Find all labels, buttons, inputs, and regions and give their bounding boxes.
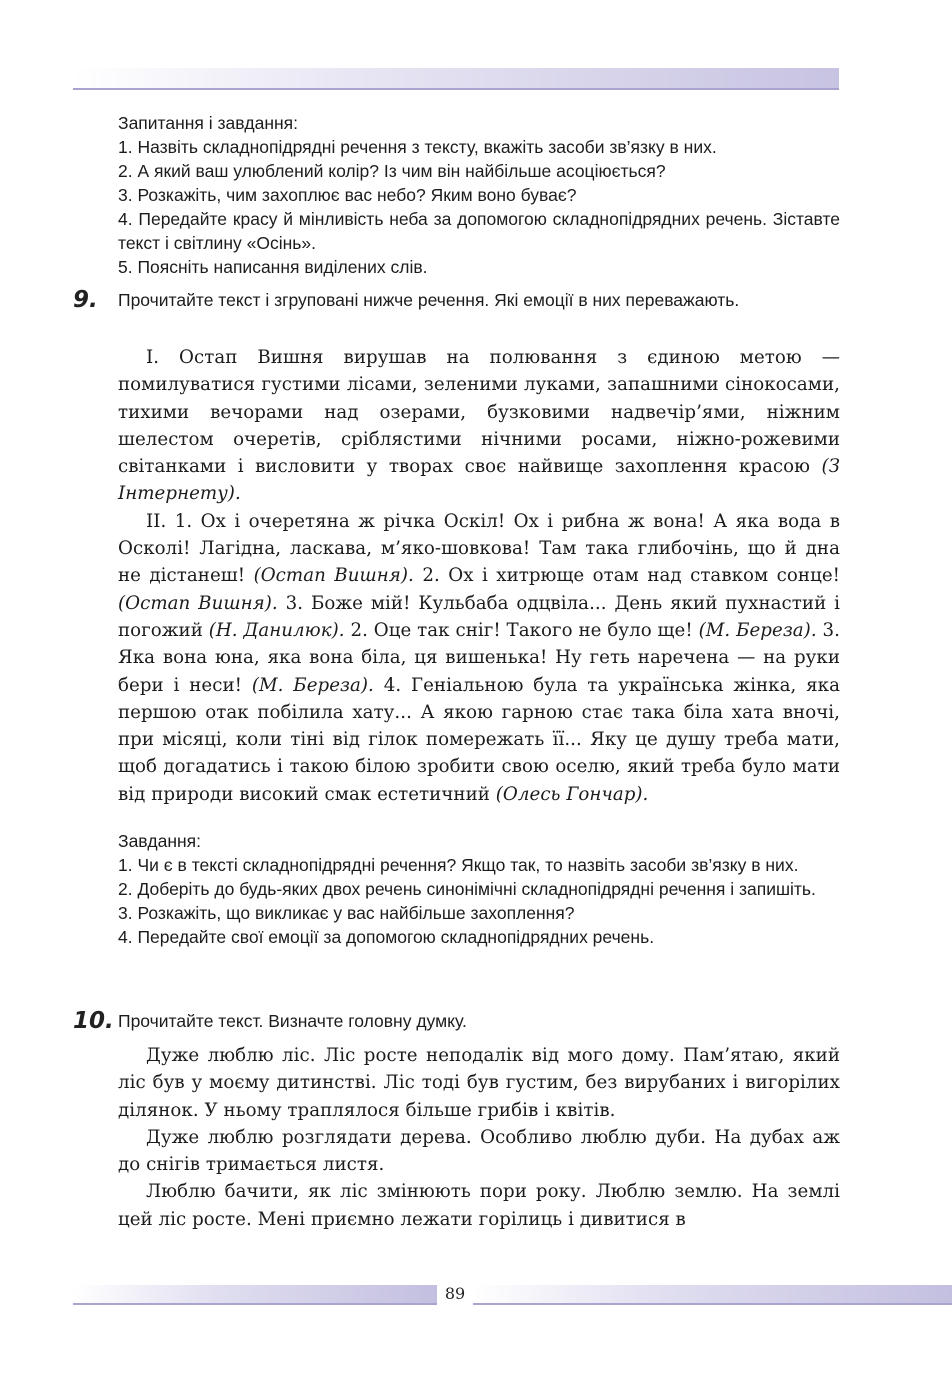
exercise-10-instruction: Прочитайте текст. Визначте головну думку. (118, 1011, 467, 1031)
source-citation: (Остап Вишня). (253, 565, 414, 587)
questions-heading: Запитання і завдання: (118, 113, 298, 133)
question-item: 3. Розкажіть, чим захоплює вас небо? Яким воно буває? (118, 185, 577, 205)
header-decorative-bar (73, 68, 839, 90)
source-citation: (Олесь Гончар). (495, 783, 649, 805)
footer-line-right (473, 1285, 952, 1305)
questions-section (118, 111, 840, 279)
source-citation: (Н. Данилюк). (208, 619, 345, 641)
exercise-9-tasks (118, 829, 840, 949)
text-paragraph: Дуже люблю ліс. Ліс росте неподалік від мого дому. Пам’ятаю, який ліс був у моєму дитинстві. Ліс тоді був густим, без вирубаних і вигорілих ділянок. У ньому траплялося більше грибів і квітів. (118, 1045, 840, 1121)
part-1-body: І. Остап Вишня вирушав на полювання з єдиною метою — помилуватися густими лісами, зеленими луками, запашними сінокосами, тихими вечорами над озерами, бузковими надвечір’ями, ніжним шелестом очеретів, сріблястими нічними росами, ніжно-рожевими світанками і висловити у творах своє найвище захоплення красою (118, 347, 840, 478)
text-part-2 (118, 508, 840, 808)
source-citation: (М. Береза). (251, 674, 374, 696)
tasks-heading: Завдання: (118, 831, 202, 851)
question-item: 5. Поясніть написання виділених слів. (118, 257, 428, 277)
footer-line-left (73, 1285, 437, 1305)
source-citation: (М. Береза). (698, 619, 817, 641)
exercise-9-text (118, 344, 840, 808)
sentence-group: 2. Оце так сніг! Такого не було ще! (344, 619, 699, 641)
question-item: 1. Назвіть складнопідрядні речення з тексту, вкажіть засоби зв’язку в них. (118, 137, 717, 157)
sentence-group: 3. Боже мій! Кульбаба одцвіла... День який пухнастий і погожий (118, 592, 840, 641)
exercise-10-text (118, 1042, 840, 1233)
sentence-group: 4. Геніальною була та українська жінка, яка першою отак побілила хату... А якою гарною стає така біла хата вночі, при місяці, коли тіні від гілок помережать її... Яку це душу треба мати, щоб догадатись і такою білою зробити свою оселю, який треба було мати від природи високий смак естетичний (118, 674, 840, 805)
task-item: 4. Передайте свої емоції за допомогою складнопідрядних речень. (118, 927, 655, 947)
question-item: 2. А який ваш улюблений колір? Із чим він найбільше асоціюється? (118, 161, 666, 181)
text-paragraph: Люблю бачити, як ліс змінюють пори року. Люблю землю. На землі цей ліс росте. Мені приємно лежати горілиць і дивитися в (118, 1181, 840, 1230)
sentence-group: 3. Яка вона юна, яка вона біла, ця вишенька! Ну геть наречена — на руки бери і неси! (118, 619, 840, 696)
task-item: 1. Чи є в тексті складнопідрядні речення? Якщо так, то назвіть засоби зв’язку в них. (118, 855, 799, 875)
question-item: 4. Передайте красу й мінливість неба за допомогою складнопідрядних речень. Зіставте текст і світлину «Осінь». (118, 209, 840, 253)
exercise-number-10: 10. (73, 1008, 114, 1034)
sentence-group: 2. Ох і хитрюще отам над ставком сонце! (413, 565, 841, 587)
text-part-1 (118, 344, 840, 508)
source-citation: (Остап Вишня). (118, 592, 278, 614)
exercise-number-9: 9. (73, 287, 98, 313)
page-number: 89 (437, 1283, 473, 1305)
text-paragraph: Дуже люблю розглядати дерева. Особливо люблю дуби. На дубах аж до снігів тримається листя. (118, 1126, 840, 1176)
task-item: 2. Доберіть до будь-яких двох речень синонімічні складнопідрядні речення і запишіть. (118, 879, 816, 899)
sentence-group: ІІ. 1. Ох і очеретяна ж річка Оскіл! Ох і рибна ж вона! А яка вода в Осколі! Лагідна, ласкава, м’яко-шовкова! Там така глибочінь, що й дна не дістанеш! (118, 510, 840, 587)
task-item: 3. Розкажіть, що викликає у вас найбільше захоплення? (118, 903, 575, 923)
exercise-9-instruction: Прочитайте текст і згруповані нижче речення. Які емоції в них переважають. (118, 290, 740, 310)
source-citation: (З Інтернету). (118, 456, 841, 505)
